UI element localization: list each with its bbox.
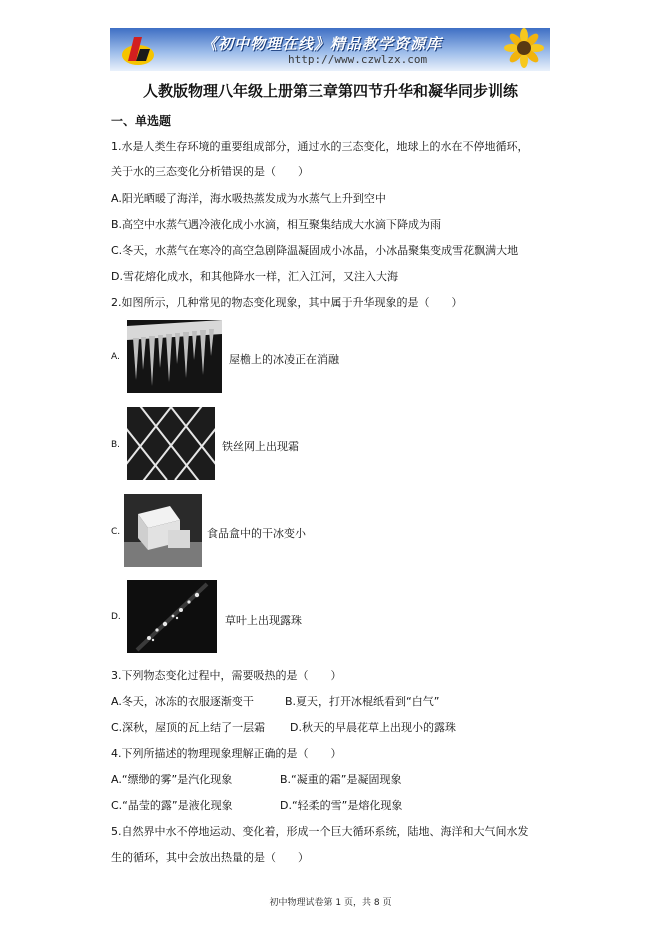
q1-option-b: B.高空中水蒸气遇冷液化成小水滴，相互聚集结成大水滴下降成为雨	[111, 218, 442, 231]
icicle-photo	[127, 320, 222, 393]
banner-url: http://www.czwlzx.com	[288, 53, 428, 66]
q4-option-b: B.“凝重的霜”是凝固现象	[280, 773, 402, 786]
q4-option-d: D.“轻柔的雪”是熔化现象	[280, 799, 403, 812]
q2-option-a-caption: 屋檐上的冰凌正在消融	[229, 353, 339, 366]
q4-stem: 4.下列所描述的物理现象理解正确的是（ ）	[111, 747, 342, 760]
q2-stem: 2.如图所示，几种常见的物态变化现象，其中属于升华现象的是（ ）	[111, 296, 463, 309]
q3-stem: 3.下列物态变化过程中，需要吸热的是（ ）	[111, 669, 342, 682]
q2-option-b-caption: 铁丝网上出现霜	[222, 440, 299, 453]
q5-stem-line1: 5.自然界中水不停地运动、变化着，形成一个巨大循环系统，陆地、海洋和大气间水发	[111, 825, 529, 838]
q3-option-a: A.冬天，冰冻的衣服逐渐变干	[111, 695, 254, 708]
q3-option-d: D.秋天的早晨花草上出现小的露珠	[290, 721, 456, 734]
page-title: 人教版物理八年级上册第三章第四节升华和凝华同步训练	[142, 82, 518, 100]
logo-icon	[120, 33, 156, 67]
q4-option-c: C.“晶莹的露”是液化现象	[111, 799, 233, 812]
q3-option-c: C.深秋，屋顶的瓦上结了一层霜	[111, 721, 266, 734]
q2-option-c-caption: 食品盒中的干冰变小	[207, 527, 306, 540]
q1-option-a: A.阳光晒暖了海洋，海水吸热蒸发成为水蒸气上升到空中	[111, 192, 386, 205]
q2-option-a-letter: A.	[111, 352, 120, 362]
q2-option-d-letter: D.	[111, 612, 121, 622]
header-banner	[110, 28, 550, 71]
q1-option-c: C.冬天，水蒸气在寒冷的高空急剧降温凝固成小冰晶，小冰晶聚集变成雪花飘满大地	[111, 244, 519, 257]
q1-stem-line1: 1.水是人类生存环境的重要组成部分，通过水的三态变化，地球上的水在不停地循环，	[111, 140, 529, 153]
page-footer: 初中物理试卷第 1 页，共 8 页	[269, 898, 392, 908]
q5-stem-line2: 生的循环，其中会放出热量的是（ ）	[111, 851, 309, 864]
dry-ice-photo	[124, 494, 202, 567]
q2-option-b-letter: B.	[111, 440, 121, 450]
dew-grass-photo	[127, 580, 217, 653]
q3-option-b: B.夏天，打开冰棍纸看到“白气”	[285, 695, 440, 708]
banner-title: 《初中物理在线》精品教学资源库	[202, 35, 443, 53]
q1-stem-line2: 关于水的三态变化分析错误的是（ ）	[111, 165, 309, 178]
q2-option-d-caption: 草叶上出现露珠	[225, 614, 302, 627]
section-heading: 一、单选题	[111, 114, 172, 128]
q4-option-a: A.“缥缈的雾”是汽化现象	[111, 773, 233, 786]
q1-option-d: D.雪花熔化成水，和其他降水一样，汇入江河，又注入大海	[111, 270, 398, 283]
frost-wire-mesh-photo	[127, 407, 215, 480]
q2-option-c-letter: C.	[111, 527, 121, 537]
sunflower-icon	[500, 28, 546, 71]
